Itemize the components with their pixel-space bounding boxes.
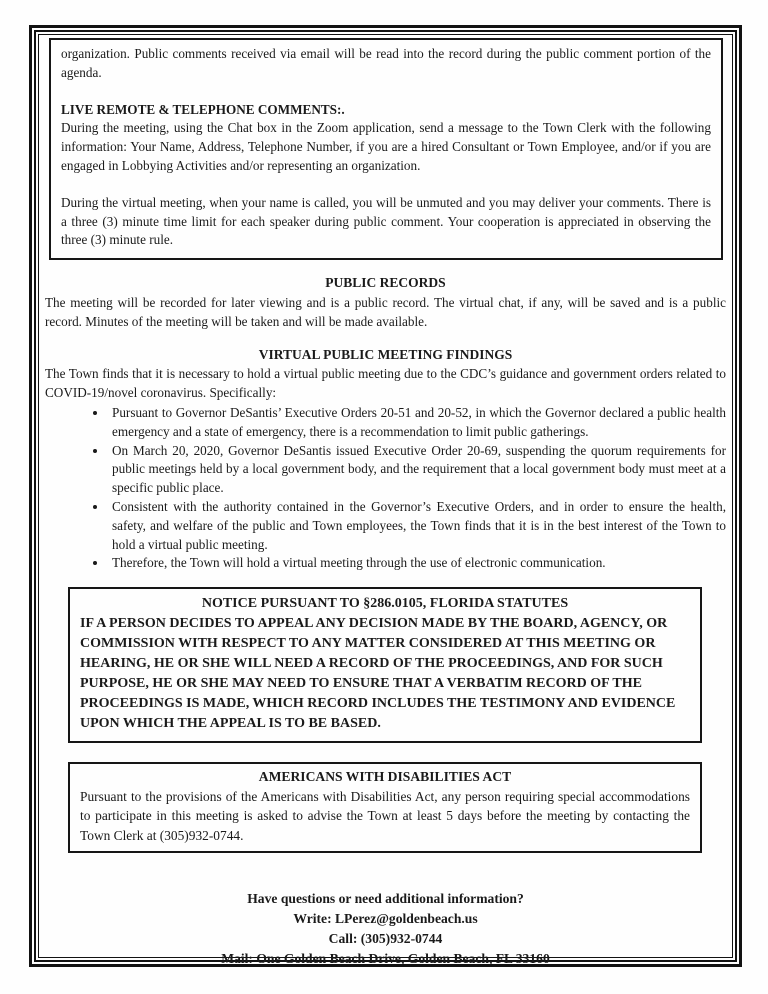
public-comments-box bbox=[49, 38, 723, 260]
statute-notice-box bbox=[68, 587, 702, 743]
public-records-paragraph: The meeting will be recorded for later viewing and is a public record. The virtual chat, if any, will be saved and is a public record. Minutes of the meeting will be taken and will be made available. bbox=[45, 294, 726, 329]
contact-block bbox=[42, 889, 729, 969]
findings-intro-paragraph: The Town finds that it is necessary to hold a virtual public meeting due to the CDC’s guidance and government orders related to COVID-19/novel coronavirus. Specifically: bbox=[45, 366, 726, 401]
page-frame-middle-line bbox=[34, 30, 737, 967]
ada-box bbox=[68, 762, 702, 853]
statute-notice-heading: NOTICE PURSUANT TO §286.0105, FLORIDA STATUTES bbox=[201, 596, 569, 612]
finding-bullet-electronic-communication: • Therefore, the Town will hold a virtual meeting through the use of electronic communication. bbox=[108, 554, 729, 573]
virtual-meeting-findings-heading: VIRTUAL PUBLIC MEETING FINDINGS bbox=[258, 346, 513, 362]
contact-write-line: Write: LPerez@goldenbeach.us bbox=[293, 911, 478, 927]
ada-paragraph: Pursuant to the provisions of the Americans with Disabilities Act, any person requiring special accommodations to participate in this meeting is asked to advise the Town at least 5 days before the meeting by contacting the Town Clerk at (305)932-0744. bbox=[80, 788, 690, 843]
email-comments-paragraph: organization. Public comments received via email will be read into the record during the public comment portion of the agenda. bbox=[61, 46, 711, 80]
contact-call-line: Call: (305)932-0744 bbox=[328, 931, 443, 947]
public-records-heading: PUBLIC RECORDS bbox=[325, 275, 446, 291]
speaker-rules-paragraph: During the virtual meeting, when your name is called, you will be unmuted and you may deliver your comments. There is a three (3) minute time limit for each speaker during public comment. Your cooperation is appreciated in observing the three (3) minute rule. bbox=[61, 194, 711, 248]
finding-bullet-best-interest: • Consistent with the authority contained in the Governor’s Executive Orders, and in order to ensure the health, safety, and welfare of the public and Town employees, the Town finds that it is in the best interest of the Town to hold a virtual public meeting. bbox=[108, 498, 729, 554]
chat-instructions-paragraph: During the meeting, using the Chat box in the Zoom application, send a message to the Town Clerk with the following information: Your Name, Address, Telephone Number, if you are a hired Consultant or Town Employee, and/or if you are engaged in Lobbying Activities and/or representing an organization. bbox=[61, 120, 711, 173]
live-remote-comments-heading: LIVE REMOTE & TELEPHONE COMMENTS:. bbox=[61, 101, 345, 117]
contact-mail-line: Mail: One Golden Beach Drive, Golden Beach, FL 33160 bbox=[221, 951, 550, 967]
finding-bullet-order-20-69: • On March 20, 2020, Governor DeSantis issued Executive Order 20-69, suspending the quorum requirements for public meetings held by a local government body, and the requirement that a local government body must meet at a specific public place. bbox=[108, 442, 729, 498]
finding-bullet-executive-orders: • Pursuant to Governor DeSantis’ Executive Orders 20-51 and 20-52, in which the Governor declared a public health emergency and a state of emergency, there is a recommendation to limit public gatherings. bbox=[108, 404, 729, 442]
ada-heading: AMERICANS WITH DISABILITIES ACT bbox=[258, 769, 512, 785]
page-frame-inner-line bbox=[38, 34, 733, 967]
findings-bullet-list bbox=[42, 404, 729, 573]
page-frame bbox=[29, 25, 742, 967]
contact-questions-heading: Have questions or need additional information? bbox=[247, 891, 524, 907]
statute-notice-paragraph: IF A PERSON DECIDES TO APPEAL ANY DECISION MADE BY THE BOARD, AGENCY, OR COMMISSION WITH RESPECT TO ANY MATTER CONSIDERED AT THIS MEETING OR HEARING, HE OR SHE WILL NEED A RECORD OF THE PROCEEDINGS, AND FOR SUCH PURPOSE, HE OR SHE MAY NEED TO ENSURE THAT A VERBATIM RECORD OF THE PROCEEDINGS IS MADE, WHICH RECORD INCLUDES THE TESTIMONY AND EVIDENCE UPON WHICH THE APPEAL IS TO BE BASED. bbox=[80, 616, 676, 732]
